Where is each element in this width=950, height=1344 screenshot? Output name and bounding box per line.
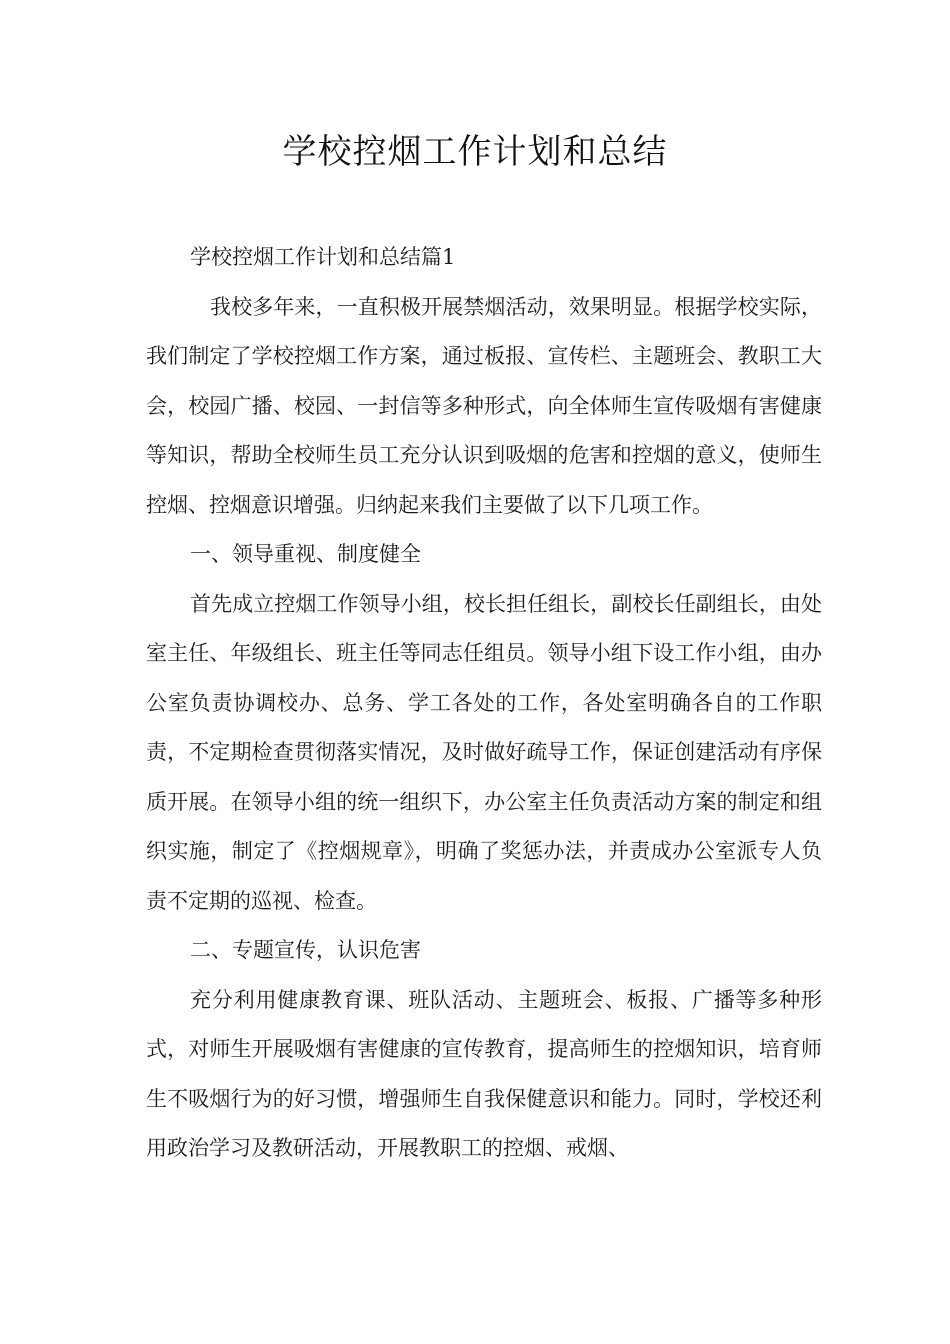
article-subtitle: 学校控烟工作计划和总结篇1 — [190, 245, 456, 269]
section-heading-2: 二、专题宣传，认识危害 — [190, 938, 421, 962]
document-title: 学校控烟工作计划和总结 — [282, 132, 668, 172]
intro-paragraph: 我校多年来，一直积极开展禁烟活动，效果明显。根据学校实际，我们制定了学校控烟工作方案，通过板报、宣传栏、主题班会、教职工大会，校园广播、校园、一封信等多种形式，向全体师生宣传吸烟有害健康等知识，帮助全校师生员工充分认识到吸烟的危害和控烟的意义，使师生控烟、控烟意识增强。归纳起来我们主要做了以下几项工作。 — [146, 294, 822, 517]
section-2-paragraph: 充分利用健康教育课、班队活动、主题班会、板报、广播等多种形式，对师生开展吸烟有害健康的宣传教育，提高师生的控烟知识，培育师生不吸烟行为的好习惯，增强师生自我保健意识和能力。同时，学校还利用政治学习及教研活动，开展教职工的控烟、戒烟、 — [146, 987, 822, 1160]
document-body — [146, 233, 822, 1174]
section-1-paragraph: 首先成立控烟工作领导小组，校长担任组长，副校长任副组长，由处室主任、年级组长、班主任等同志任组员。领导小组下设工作小组，由办公室负责协调校办、总务、学工各处的工作，各处室明确各自的工作职责，不定期检查贯彻落实情况，及时做好疏导工作，保证创建活动有序保质开展。在领导小组的统一组织下，办公室主任负责活动方案的制定和组织实施，制定了《控烟规章》，明确了奖惩办法，并责成办公室派专人负责不定期的巡视、检查。 — [146, 591, 822, 913]
section-heading-1: 一、领导重视、制度健全 — [190, 542, 421, 566]
